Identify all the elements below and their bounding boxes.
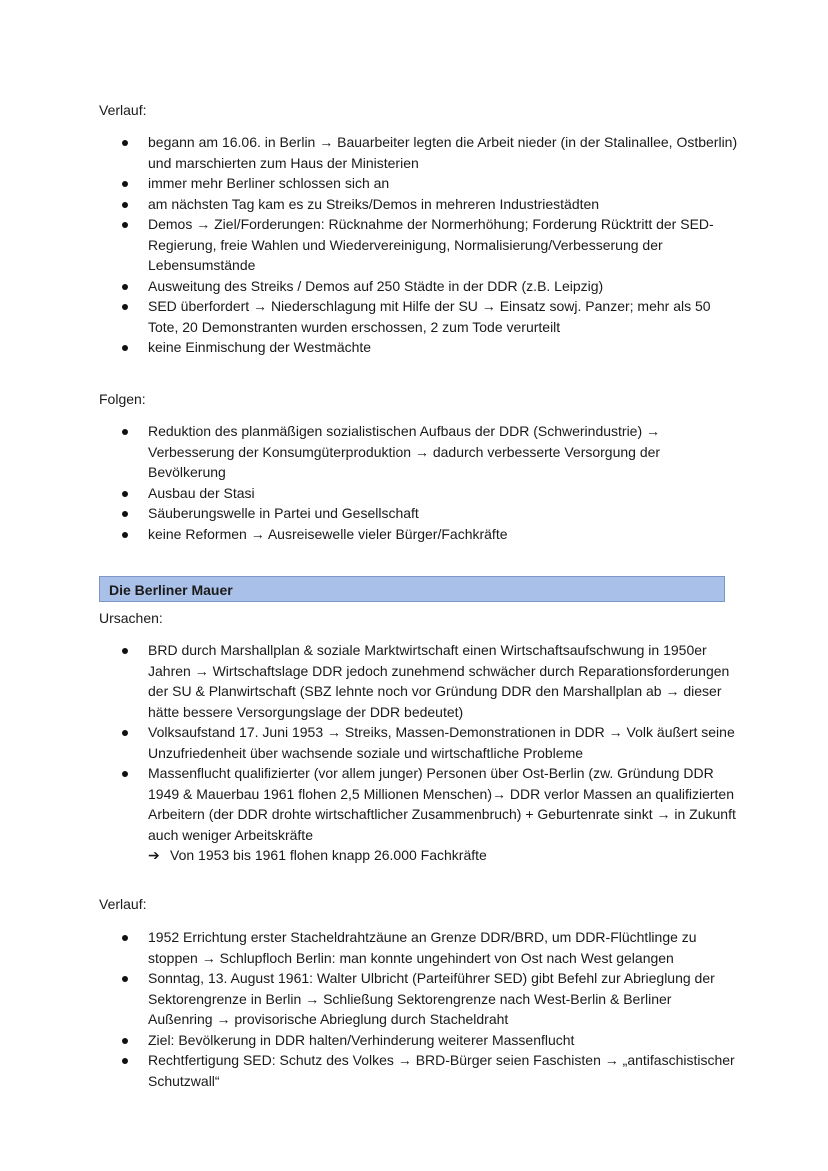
list-item: BRD durch Marshallplan & soziale Marktwirtschaft einen Wirtschaftsaufschwung in 1950er Jahren → Wirtschaftslage DDR jedoch zunehmend schwächer durch Reparationsforderungen der SU & Planwirtschaft (SBZ lehnte noch vor Gründung DDR den Marshallplan ab → dieser hätte bessere Versorgungslage der DDR bedeutet) [99,640,739,722]
verlauf-mauer-list [99,927,739,1091]
list-item: 1952 Errichtung erster Stacheldrahtzäune an Grenze DDR/BRD, um DDR-Flüchtlinge zu stoppen → Schlupfloch Berlin: man konnte ungehindert von Ost nach West gelangen [99,927,739,968]
bullet-icon [122,730,128,736]
bullet-icon [122,1038,128,1044]
list-item: Rechtfertigung SED: Schutz des Volkes → BRD-Bürger seien Faschisten → „antifaschistischer Schutzwall“ [99,1050,739,1091]
bullet-icon [122,429,128,435]
sub-item: ➔ Von 1953 bis 1961 flohen knapp 26.000 Fachkräfte [148,845,739,866]
bullet-icon [122,304,128,310]
bullet-icon [122,491,128,497]
list-item: begann am 16.06. in Berlin → Bauarbeiter legten die Arbeit nieder (in der Stalinallee, Ostberlin) und marschierten zum Haus der Ministerien [99,132,739,173]
list-item: Massenflucht qualifizierter (vor allem junger) Personen über Ost-Berlin (zw. Gründung DDR 1949 & Mauerbau 1961 flohen 2,5 Millionen Menschen)→ DDR verlor Massen an qualifizierten Arbeitern (der DDR drohte wirtschaftlicher Zusammenbruch) + Geburtenrate sinkt → in Zukunft auch weniger Arbeitskräfte ➔ Von 1953 bis 1961 flohen knapp 26.000 Fachkräfte [99,763,739,866]
list-item: SED überfordert → Niederschlagung mit Hilfe der SU → Einsatz sowj. Panzer; mehr als 50 Tote, 20 Demonstranten wurden erschossen, 2 zum Tode verurteilt [99,296,739,337]
list-item: keine Reformen → Ausreisewelle vieler Bürger/Fachkräfte [99,524,739,545]
section-heading: Die Berliner Mauer [99,576,725,602]
ursachen-list [99,640,739,866]
folgen-heading: Folgen: [99,391,146,407]
list-item: Volksaufstand 17. Juni 1953 → Streiks, Massen-Demonstrationen in DDR → Volk äußert seine Unzufriedenheit über wachsende soziale und wirtschaftliche Probleme [99,722,739,763]
bullet-icon [122,648,128,654]
bullet-icon [122,202,128,208]
list-item: Reduktion des planmäßigen sozialistischen Aufbaus der DDR (Schwerindustrie) → Verbesserung der Konsumgüterproduktion → dadurch verbesserte Versorgung der Bevölkerung [99,421,739,483]
list-item: Ausweitung des Streiks / Demos auf 250 Städte in der DDR (z.B. Leipzig) [99,276,739,297]
list-item: keine Einmischung der Westmächte [99,337,739,358]
bullet-icon [122,511,128,517]
verlauf-heading: Verlauf: [99,102,147,118]
list-item: Säuberungswelle in Partei und Gesellschaft [99,503,739,524]
list-item: Ziel: Bevölkerung in DDR halten/Verhinderung weiterer Massenflucht [99,1030,739,1051]
folgen-list [99,421,739,544]
list-item: Ausbau der Stasi [99,483,739,504]
bullet-icon [122,284,128,290]
list-item: am nächsten Tag kam es zu Streiks/Demos in mehreren Industriestädten [99,194,739,215]
bullet-icon [122,532,128,538]
bullet-icon [122,771,128,777]
verlauf-mauer-heading: Verlauf: [99,896,147,912]
bullet-icon [122,181,128,187]
bullet-icon [122,1058,128,1064]
bullet-icon [122,222,128,228]
list-item: Demos → Ziel/Forderungen: Rücknahme der Normerhöhung; Forderung Rücktritt der SED-Regierung, freie Wahlen und Wiedervereinigung, Normalisierung/Verbesserung der Lebensumstände [99,214,739,276]
verlauf-list [99,132,739,358]
list-item: Sonntag, 13. August 1961: Walter Ulbricht (Parteiführer SED) gibt Befehl zur Abrieglung der Sektorengrenze in Berlin → Schließung Sektorengrenze nach West-Berlin & Berliner Außenring → provisorische Abrieglung durch Stacheldraht [99,968,739,1030]
bullet-icon [122,140,128,146]
bullet-icon [122,976,128,982]
bullet-icon [122,345,128,351]
bullet-icon [122,935,128,941]
arrow-icon: ➔ [148,847,160,863]
list-item: immer mehr Berliner schlossen sich an [99,173,739,194]
ursachen-heading: Ursachen: [99,610,163,626]
